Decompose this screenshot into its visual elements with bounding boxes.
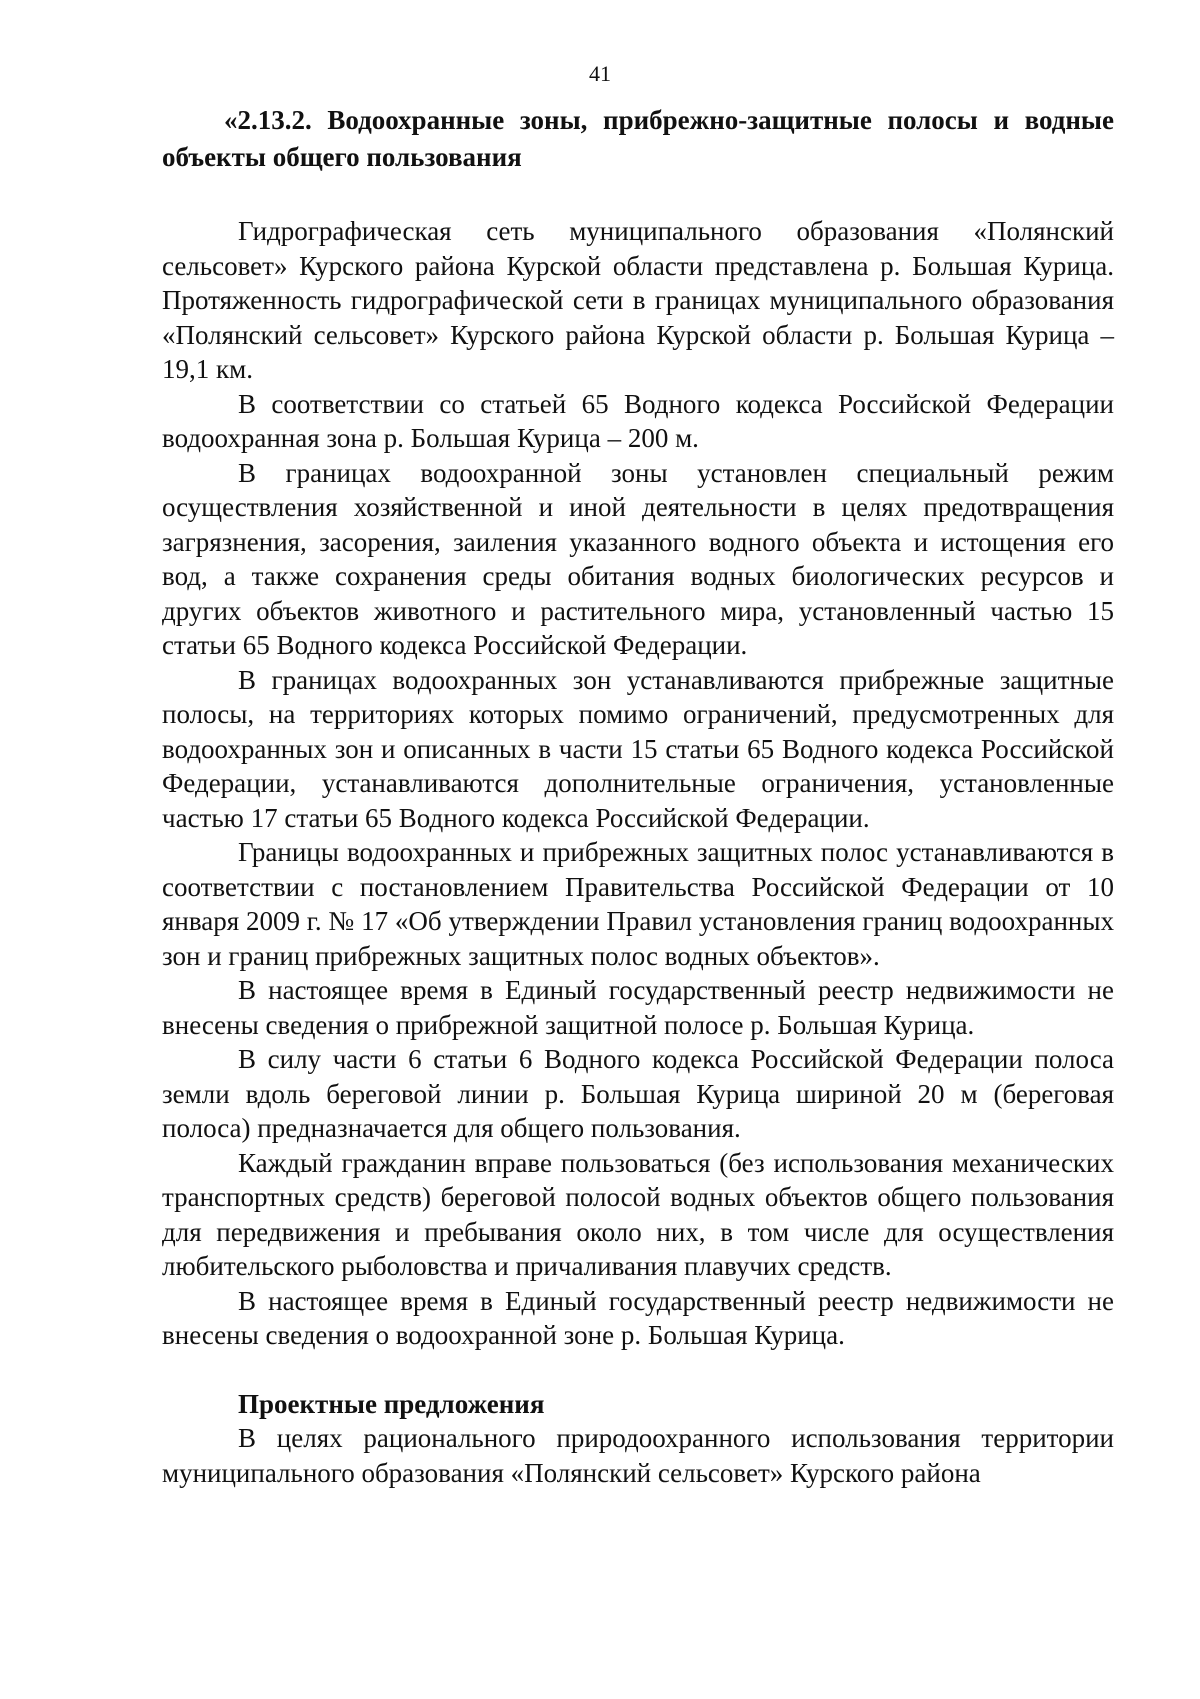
paragraph: В настоящее время в Единый государственный реестр недвижимости не внесены сведения о прибрежной защитной полосе р. Большая Курица. [162,975,1114,1040]
proposals-heading: Проектные предложения [238,1388,545,1419]
section-heading: «2.13.2. Водоохранные зоны, прибрежно-защитные полосы и водные объекты общего пользования [162,105,1114,172]
paragraph: В силу части 6 статьи 6 Водного кодекса Российской Федерации полоса земли вдоль береговой линии р. Большая Курица шириной 20 м (береговая полоса) предназначается для общего пользования. [162,1044,1114,1143]
paragraph: В границах водоохранной зоны установлен специальный режим осуществления хозяйственной и иной деятельности в целях предотвращения загрязнения, засорения, заиления указанного водного объекта и истощения его вод, а также сохранения среды обитания водных биологических ресурсов и других объектов животного и растительного мира, установленный частью 15 статьи 65 Водного кодекса Российской Федерации. [162,457,1114,660]
proposals-paragraph: В целях рационального природоохранного использования территории муниципального образования «Полянский сельсовет» Курского района [162,1423,1114,1488]
paragraph: В настоящее время в Единый государственный реестр недвижимости не внесены сведения о водоохранной зоне р. Большая Курица. [162,1285,1114,1350]
paragraph: Границы водоохранных и прибрежных защитных полос устанавливаются в соответствии с постановлением Правительства Российской Федерации от 10 января 2009 г. № 17 «Об утверждении Правил установления границ водоохранных зон и границ прибрежных защитных полос водных объектов». [162,837,1114,971]
paragraph: Гидрографическая сеть муниципального образования «Полянский сельсовет» Курского района Курской области представлена р. Большая Курица. Протяженность гидрографической сети в границах муниципального образования «Полянский сельсовет» Курского района Курской области р. Большая Курица – 19,1 км. [162,216,1114,384]
document-body [162,102,1114,1490]
paragraph: В соответствии со статьей 65 Водного кодекса Российской Федерации водоохранная зона р. Большая Курица – 200 м. [162,388,1114,453]
paragraph: Каждый гражданин вправе пользоваться (без использования механических транспортных средств) береговой полосой водных объектов общего пользования для передвижения и пребывания около них, в том числе для осуществления любительского рыболовства и причаливания плавучих средств. [162,1147,1114,1281]
paragraph: В границах водоохранных зон устанавливаются прибрежные защитные полосы, на территориях которых помимо ограничений, предусмотренных для водоохранных зон и описанных в части 15 статьи 65 Водного кодекса Российской Федерации, устанавливаются дополнительные ограничения, установленные частью 17 статьи 65 Водного кодекса Российской Федерации. [162,664,1114,833]
page-number: 41 [589,61,611,86]
